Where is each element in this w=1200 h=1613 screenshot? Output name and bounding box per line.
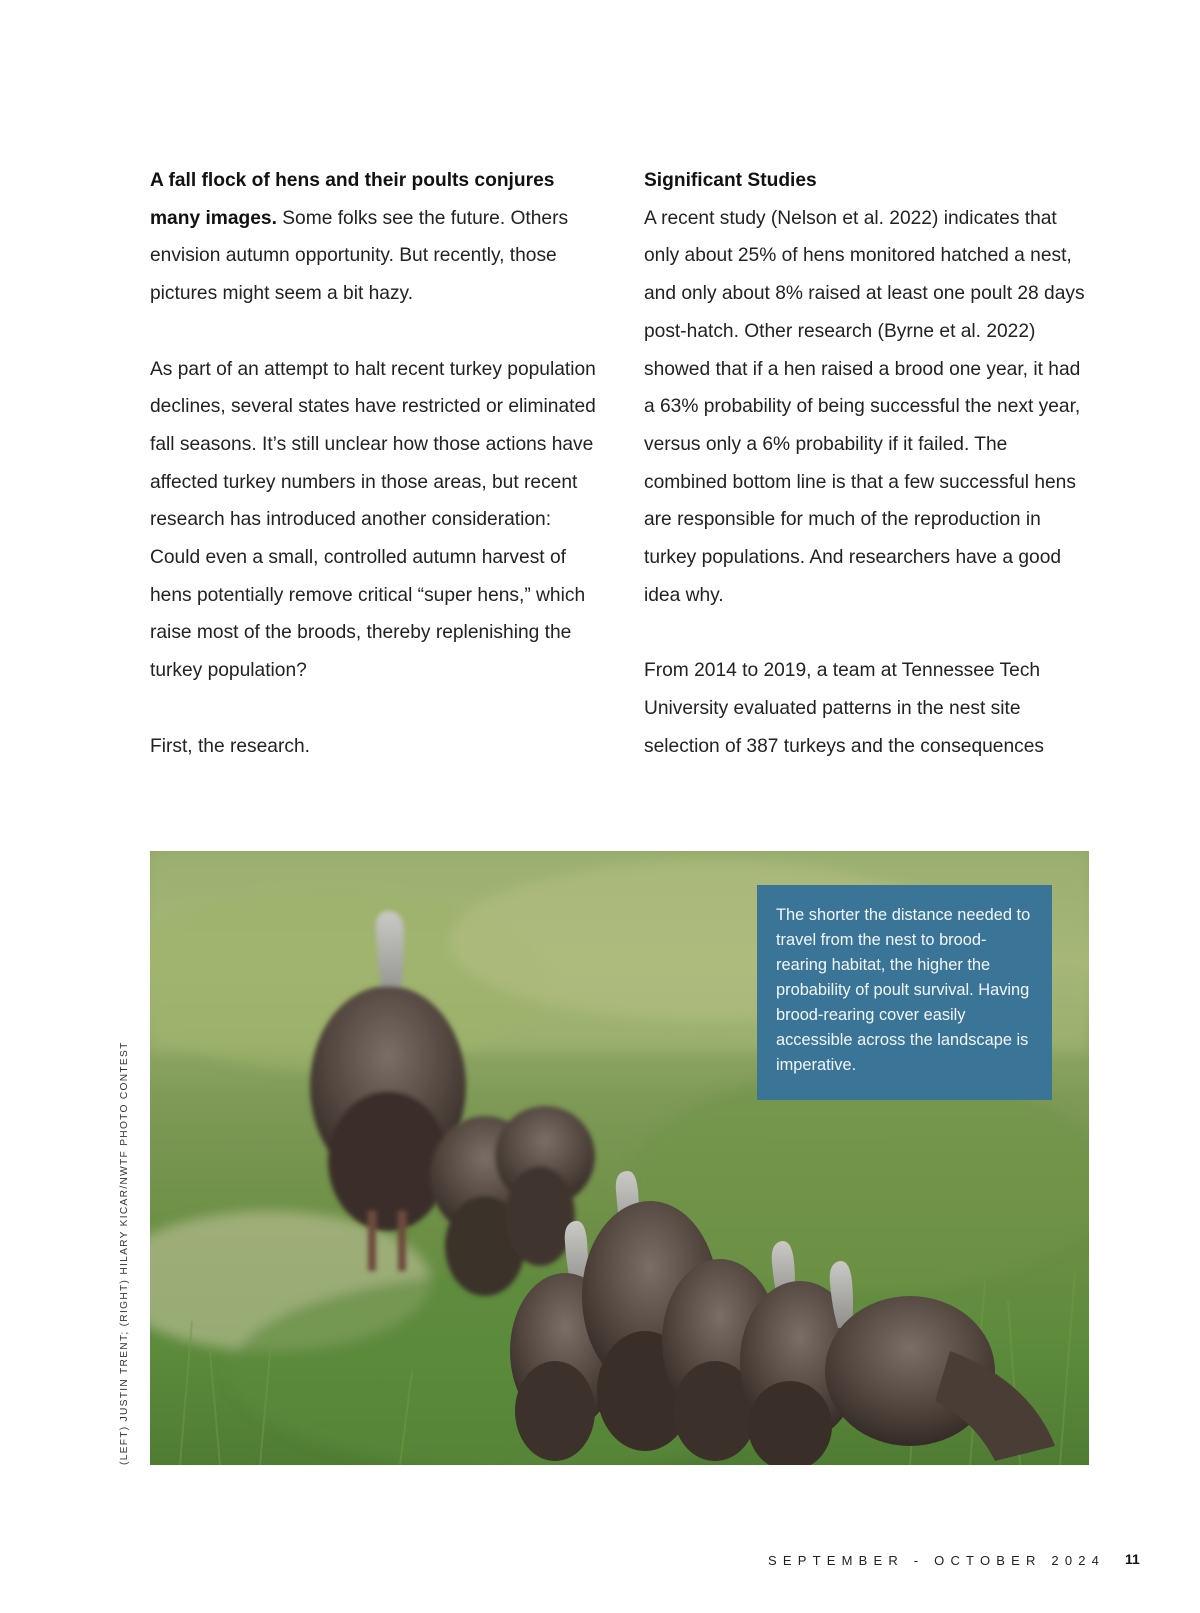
left-column: [150, 162, 600, 765]
issue-date: SEPTEMBER - OCTOBER 2024: [768, 1553, 1106, 1568]
right-column: [644, 162, 1094, 765]
lead-paragraph: [150, 162, 600, 313]
paragraph-significant-studies: A recent study (Nelson et al. 2022) indicates that only about 25% of hens monitored hatched a nest, and only about 8% raised at least one poult 28 days post-hatch. Other research (Byrne et al. 2022) showed that if a hen raised a brood one year, it had a 63% probability of being successful the next year, versus only a 6% probability if it failed. The combined bottom line is that a few successful hens are responsible for much of the reproduction in turkey populations. And researchers have a good idea why.: [644, 207, 1085, 606]
section-heading: Significant Studies: [644, 170, 817, 191]
paragraph-super-hens: As part of an attempt to halt recent turkey population declines, several states have restricted or eliminated fall seasons. It’s still unclear how those actions have affected turkey numbers in those areas, but recent research has introduced another consideration: Could even a small, controlled autumn harvest of hens potentially remove critical “super hens,” which raise most of the broods, thereby replenishing the turkey population?: [150, 358, 596, 682]
lead-bold-text: A fall flock of hens and their poults conjures many images.: [150, 170, 555, 229]
paragraph-tennessee-tech: From 2014 to 2019, a team at Tennessee Tech University evaluated patterns in the nest site selection of 387 turkeys and the consequences: [644, 660, 1045, 757]
paragraph-first-research: First, the research.: [150, 735, 310, 757]
photo-credit: (LEFT) JUSTIN TRENT; (RIGHT) HILARY KICAR/NWTF PHOTO CONTEST: [119, 1041, 130, 1465]
callout-text: The shorter the distance needed to travel from the nest to brood-rearing habitat, the higher the probability of poult survival. Having brood-rearing cover easily accessible across the landscape is imperative.: [776, 906, 1031, 1074]
lead-text: Some folks see the future. Others envision autumn opportunity. But recently, those pictures might seem a bit hazy.: [150, 207, 569, 305]
callout-box: [757, 885, 1052, 1100]
page-number: 11: [1125, 1551, 1140, 1567]
